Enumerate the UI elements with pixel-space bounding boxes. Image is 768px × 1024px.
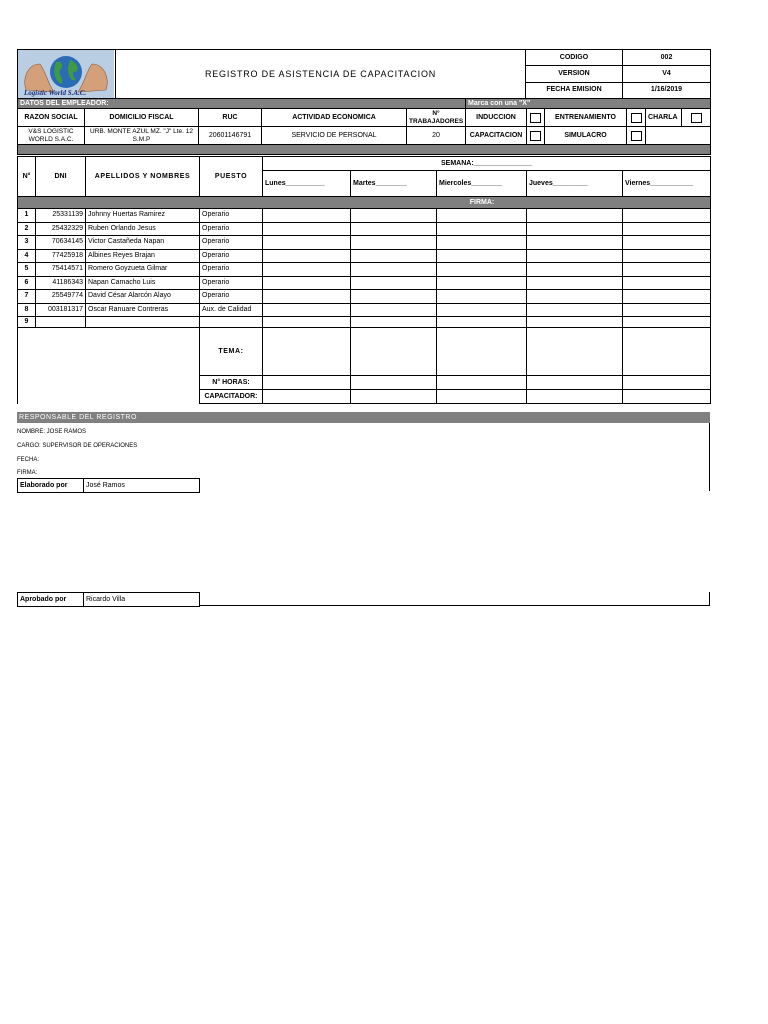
horas-cell[interactable]: [263, 376, 351, 390]
option-capacitacion-label: CAPACITACION: [466, 127, 527, 145]
signature-cell[interactable]: [623, 317, 711, 328]
day-lunes: Lunes__________: [263, 171, 351, 197]
tema-cell[interactable]: [263, 328, 351, 376]
signature-cell[interactable]: [351, 303, 437, 317]
option-entrenamiento-label: ENTRENAMIENTO: [545, 109, 627, 127]
option-simulacro-checkbox[interactable]: [627, 127, 646, 145]
option-entrenamiento-checkbox[interactable]: [627, 109, 646, 127]
row-puesto: Operario: [200, 222, 263, 236]
table-row: [18, 263, 711, 277]
signature-cell[interactable]: [527, 236, 623, 250]
col-trabajadores: N° TRABAJADORES: [407, 109, 466, 127]
capacitador-cell[interactable]: [527, 390, 623, 404]
signature-cell[interactable]: [263, 249, 351, 263]
row-name: Oscar Ranuare Contreras: [86, 303, 200, 317]
signature-cell[interactable]: [263, 236, 351, 250]
signature-cell[interactable]: [527, 209, 623, 223]
firma-bar: [18, 197, 711, 209]
responsable-nombre: NOMBRE: JOSE RAMOS: [17, 429, 87, 435]
signature-cell[interactable]: [623, 276, 711, 290]
responsable-label: RESPONSABLE DEL REGISTRO: [19, 414, 137, 421]
capacitador-cell[interactable]: [623, 390, 711, 404]
signature-cell[interactable]: [437, 236, 527, 250]
table-row: [18, 236, 711, 250]
value-ruc: 20601146791: [199, 127, 262, 145]
signature-cell[interactable]: [527, 249, 623, 263]
row-puesto: Operario: [200, 290, 263, 304]
signature-cell[interactable]: [351, 317, 437, 328]
signature-cell[interactable]: [437, 303, 527, 317]
logo-cell: [18, 50, 116, 99]
signature-cell[interactable]: [351, 236, 437, 250]
signature-cell[interactable]: [623, 263, 711, 277]
signature-cell[interactable]: [351, 222, 437, 236]
signature-cell[interactable]: [351, 276, 437, 290]
signature-cell[interactable]: [623, 209, 711, 223]
row-number: 5: [18, 263, 36, 277]
signature-cell[interactable]: [263, 303, 351, 317]
col-dni: DNI: [36, 157, 86, 197]
option-induccion-label: INDUCCION: [466, 109, 527, 127]
elaborado-value: José Ramos: [84, 479, 200, 493]
signature-cell[interactable]: [437, 209, 527, 223]
signature-cell[interactable]: [527, 303, 623, 317]
col-ruc: RUC: [199, 109, 262, 127]
meta-value-version: V4: [623, 66, 711, 82]
tema-cell[interactable]: [351, 328, 437, 376]
signature-cell[interactable]: [437, 290, 527, 304]
aprobado-label: Aprobado por: [18, 593, 84, 607]
row-puesto: Operario: [200, 209, 263, 223]
row-number: 7: [18, 290, 36, 304]
signature-cell[interactable]: [527, 276, 623, 290]
logo-text: Logistic World S.A.C.: [24, 89, 87, 97]
tema-cell[interactable]: [437, 328, 527, 376]
signature-cell[interactable]: [437, 263, 527, 277]
meta-value-fecha: 1/16/2019: [623, 82, 711, 98]
aprobado-value: Ricardo Villa: [84, 593, 200, 607]
capacitador-cell[interactable]: [263, 390, 351, 404]
horas-label: N° HORAS:: [200, 376, 263, 390]
checkbox-icon: [631, 113, 642, 123]
checkbox-icon: [631, 131, 642, 141]
row-puesto: Operario: [200, 276, 263, 290]
row-number: 9: [18, 317, 36, 328]
row-dni: 70634145: [36, 236, 86, 250]
signature-cell[interactable]: [351, 263, 437, 277]
checkbox-icon: [691, 113, 702, 123]
row-name: Ruben Orlando Jesus: [86, 222, 200, 236]
col-razon-social: RAZON SOCIAL: [18, 109, 85, 127]
table-row: [18, 303, 711, 317]
signature-cell[interactable]: [437, 317, 527, 328]
signature-cell[interactable]: [437, 222, 527, 236]
option-capacitacion-checkbox[interactable]: [527, 127, 545, 145]
signature-cell[interactable]: [263, 209, 351, 223]
table-row: [18, 222, 711, 236]
header-table: [17, 49, 711, 99]
row-number: 1: [18, 209, 36, 223]
row-dni: 41186343: [36, 276, 86, 290]
col-nombres: APELLIDOS Y NOMBRES: [86, 157, 200, 197]
mark-instruction: Marca con una "X": [466, 99, 711, 109]
row-dni: 003181317: [36, 303, 86, 317]
responsable-cargo: CARGO: SUPERVISOR DE OPERACIONES: [17, 443, 138, 449]
value-trabajadores: 20: [407, 127, 466, 145]
capacitador-cell[interactable]: [351, 390, 437, 404]
option-charla-checkbox[interactable]: [682, 109, 711, 127]
signature-cell[interactable]: [263, 276, 351, 290]
row-puesto: Operario: [200, 236, 263, 250]
value-domicilio-fiscal: URB. MONTE AZUL MZ. "J" Lte. 12 S.M.P: [85, 127, 199, 145]
signature-cell[interactable]: [263, 222, 351, 236]
row-name: Johnny Huertas Ramirez: [86, 209, 200, 223]
signature-cell[interactable]: [527, 263, 623, 277]
aprobado-underline: [199, 605, 710, 606]
signature-cell[interactable]: [351, 290, 437, 304]
row-number: 3: [18, 236, 36, 250]
signature-cell[interactable]: [263, 317, 351, 328]
signature-cell[interactable]: [351, 249, 437, 263]
row-name: Victor Castañeda Napan: [86, 236, 200, 250]
signature-cell[interactable]: [527, 317, 623, 328]
day-martes: Martes________: [351, 171, 437, 197]
col-puesto: PUESTO: [200, 157, 263, 197]
row-dni: [36, 317, 86, 328]
row-name: Albines Reyes Brajan: [86, 249, 200, 263]
responsable-firma: FIRMA:: [17, 470, 38, 476]
tema-label: TEMA:: [200, 328, 263, 376]
checkbox-icon: [530, 113, 541, 123]
right-border-line: [709, 423, 710, 491]
responsable-fecha: FECHA:: [17, 457, 40, 463]
signature-cell[interactable]: [527, 222, 623, 236]
horas-cell[interactable]: [437, 376, 527, 390]
page-title: REGISTRO DE ASISTENCIA DE CAPACITACION: [116, 50, 526, 99]
row-puesto: Operario: [200, 263, 263, 277]
row-number: 8: [18, 303, 36, 317]
employer-section-label: DATOS DEL EMPLEADOR:: [18, 99, 466, 109]
row-dni: 25331139: [36, 209, 86, 223]
table-row: [18, 290, 711, 304]
row-name: [86, 317, 200, 328]
signature-cell[interactable]: [437, 276, 527, 290]
empty-option-cell: [646, 127, 711, 145]
attendance-table: [17, 156, 711, 404]
row-name: David César Alarcón Alayo: [86, 290, 200, 304]
aprobado-table: [17, 592, 200, 607]
signature-cell[interactable]: [623, 236, 711, 250]
blank-area: [18, 328, 200, 404]
horas-cell[interactable]: [623, 376, 711, 390]
col-domicilio-fiscal: DOMICILIO FISCAL: [85, 109, 199, 127]
signature-cell[interactable]: [351, 209, 437, 223]
separator-bar: [18, 145, 711, 155]
employer-table: [17, 98, 711, 155]
capacitador-label: CAPACITADOR:: [200, 390, 263, 404]
col-actividad: ACTIVIDAD ECONOMICA: [262, 109, 407, 127]
tema-cell[interactable]: [623, 328, 711, 376]
table-row: [18, 317, 711, 328]
semana-label: SEMANA:_______________: [263, 157, 711, 171]
signature-cell[interactable]: [263, 263, 351, 277]
row-dni: 25432329: [36, 222, 86, 236]
col-num: N°: [18, 157, 36, 197]
elaborado-label: Elaborado por: [18, 479, 84, 493]
responsable-bar: [17, 412, 710, 423]
signature-cell[interactable]: [527, 290, 623, 304]
meta-label-fecha: FECHA EMISION: [526, 82, 623, 98]
row-name: Napan Camacho Luis: [86, 276, 200, 290]
signature-cell[interactable]: [623, 290, 711, 304]
signature-cell[interactable]: [623, 303, 711, 317]
row-dni: 77425918: [36, 249, 86, 263]
table-row: [18, 209, 711, 223]
row-dni: 25549774: [36, 290, 86, 304]
option-induccion-checkbox[interactable]: [527, 109, 545, 127]
option-simulacro-label: SIMULACRO: [545, 127, 627, 145]
capacitador-cell[interactable]: [437, 390, 527, 404]
signature-cell[interactable]: [623, 222, 711, 236]
row-puesto: Aux. de Calidad: [200, 303, 263, 317]
row-number: 6: [18, 276, 36, 290]
value-actividad: SERVICIO DE PERSONAL: [262, 127, 407, 145]
meta-label-version: VERSION: [526, 66, 623, 82]
day-viernes: Viernes___________: [623, 171, 711, 197]
day-miercoles: Miercoles________: [437, 171, 527, 197]
value-razon-social: V&S LOGISTIC WORLD S.A.C.: [18, 127, 85, 145]
meta-label-codigo: CODIGO: [526, 50, 623, 66]
row-puesto: [200, 317, 263, 328]
day-jueves: Jueves_________: [527, 171, 623, 197]
horas-cell[interactable]: [351, 376, 437, 390]
meta-value-codigo: 002: [623, 50, 711, 66]
row-dni: 75414571: [36, 263, 86, 277]
option-charla-label: CHARLA: [646, 109, 682, 127]
table-row: [18, 249, 711, 263]
tema-cell[interactable]: [527, 328, 623, 376]
signature-cell[interactable]: [437, 249, 527, 263]
row-number: 4: [18, 249, 36, 263]
table-row: [18, 276, 711, 290]
row-name: Romero Goyzueta Gilmar: [86, 263, 200, 277]
firma-label: FIRMA:: [469, 198, 495, 206]
elaborado-table: [17, 478, 200, 493]
checkbox-icon: [530, 131, 541, 141]
signature-cell[interactable]: [263, 290, 351, 304]
row-puesto: Operario: [200, 249, 263, 263]
signature-cell[interactable]: [623, 249, 711, 263]
aprobado-right-border: [709, 592, 710, 606]
row-number: 2: [18, 222, 36, 236]
horas-cell[interactable]: [527, 376, 623, 390]
